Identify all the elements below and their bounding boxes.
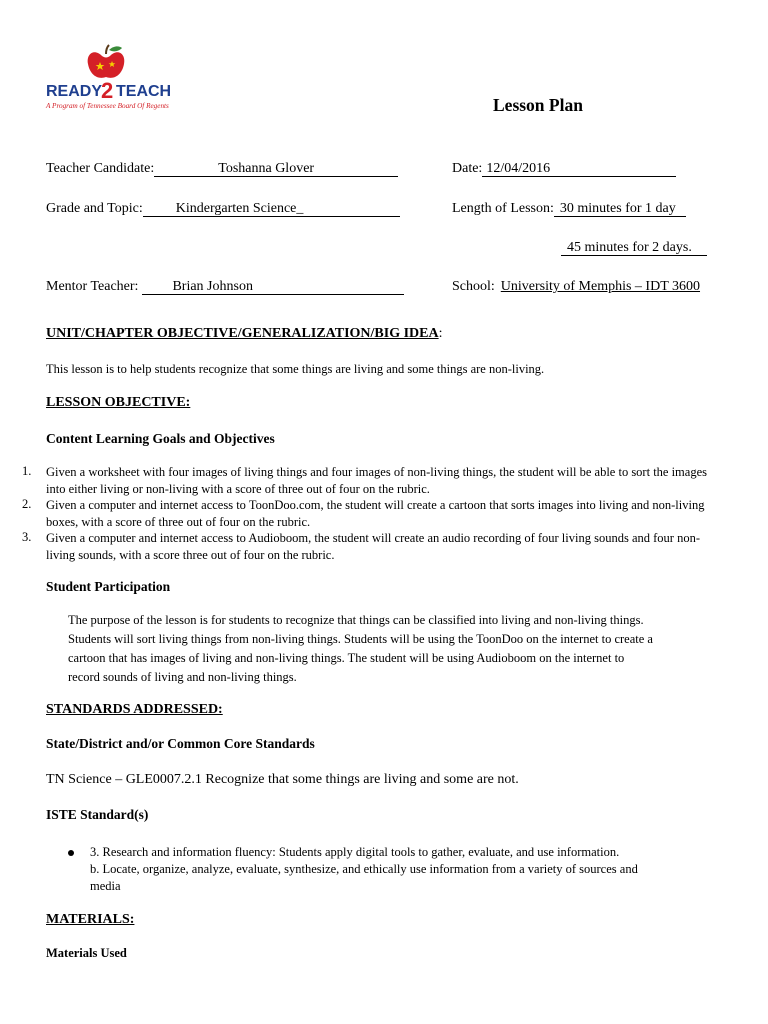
lesson-objective-heading: LESSON OBJECTIVE: xyxy=(46,395,191,410)
objective-2-number: 2. xyxy=(22,497,32,511)
state-standards-subheading: State/District and/or Common Core Standards xyxy=(46,736,315,751)
iste-item-line: 3. Research and information fluency: Students apply digital tools to gather, evaluate, and use information. xyxy=(90,845,620,859)
objective-1-number: 1. xyxy=(22,464,32,478)
mentor-teacher-label: Mentor Teacher: xyxy=(46,279,139,294)
materials-used-subheading: Materials Used xyxy=(46,946,127,960)
grade-topic-field xyxy=(46,201,400,217)
svg-text:2: 2 xyxy=(101,78,114,103)
state-standard-text: TN Science – GLE0007.2.1 Recognize that some things are living and some are not. xyxy=(46,772,519,787)
teacher-candidate-field xyxy=(46,161,398,177)
iste-item-line: b. Locate, organize, analyze, evaluate, synthesize, and ethically use information from a variety of sources and xyxy=(90,862,638,876)
iste-item-line: media xyxy=(90,879,121,893)
participation-line: Students will sort living things from non-living things. Students will be using the ToonDoo on the internet to create a xyxy=(68,632,653,646)
objective-3-number: 3. xyxy=(22,530,32,544)
participation-line: The purpose of the lesson is for students to recognize that things can be classified into living and non-living things. xyxy=(68,613,644,627)
length-of-lesson-line xyxy=(554,201,686,217)
document-title: Lesson Plan xyxy=(493,95,583,115)
participation-line: record sounds of living and non-living things. xyxy=(68,670,297,684)
bullet-icon xyxy=(68,850,74,856)
length-of-lesson-value-1: 30 minutes for 1 day xyxy=(559,201,676,216)
school-field xyxy=(452,279,700,295)
ready2teach-logo xyxy=(44,44,186,114)
unit-objective-heading: UNIT/CHAPTER OBJECTIVE/GENERALIZATION/BIG IDEA xyxy=(46,326,439,341)
unit-objective-text: This lesson is to help students recognize that some things are living and some things are non-living. xyxy=(46,362,545,376)
student-participation-heading: Student Participation xyxy=(46,579,171,594)
svg-text:TEACH: TEACH xyxy=(116,83,172,100)
date-value: 12/04/2016 xyxy=(486,161,551,176)
standards-heading: STANDARDS ADDRESSED: xyxy=(46,702,223,717)
objective-3-text: Given a computer and internet access to Audioboom, the student will create an audio recording of four living sounds and four non-living sounds, with a score three out of four on the rubric. xyxy=(46,531,700,562)
iste-standards-subheading: ISTE Standard(s) xyxy=(46,807,149,822)
school-value: University of Memphis – IDT 3600 xyxy=(500,279,701,294)
length-of-lesson-label: Length of Lesson: xyxy=(452,201,554,216)
mentor-teacher-line xyxy=(142,279,404,295)
teacher-candidate-value: Toshanna Glover xyxy=(218,161,315,176)
grade-topic-label: Grade and Topic: xyxy=(46,201,143,216)
objective-1-text: Given a worksheet with four images of living things and four images of non-living things, the student will be able to sort the images into either living or non-living with a score of three out of four on the rubric. xyxy=(46,465,707,496)
svg-text:READY: READY xyxy=(46,83,103,100)
svg-text:A Program of Tennessee Board O: A Program of Tennessee Board Of Regents xyxy=(46,102,169,110)
teacher-candidate-label: Teacher Candidate: xyxy=(46,161,155,176)
date-field xyxy=(452,161,676,177)
date-line xyxy=(482,161,676,177)
objective-2-text: Given a computer and internet access to ToonDoo.com, the student will create a cartoon that sorts images into living and non-living boxes, with a score of three out of four on the rubric. xyxy=(46,498,705,529)
materials-heading: MATERIALS: xyxy=(46,912,135,927)
content-goals-subheading: Content Learning Goals and Objectives xyxy=(46,431,275,446)
participation-line: cartoon that has images of living and non-living things. The student will be using Audioboom on the internet to xyxy=(68,651,625,665)
apple-logo-icon xyxy=(44,44,186,114)
length-of-lesson-value-2: 45 minutes for 2 days. xyxy=(567,240,692,255)
grade-topic-line xyxy=(143,201,400,217)
grade-topic-value: Kindergarten Science_ xyxy=(175,201,304,216)
length-of-lesson-field xyxy=(452,201,686,217)
teacher-candidate-line xyxy=(154,161,398,177)
unit-objective-heading-row xyxy=(46,326,443,342)
mentor-teacher-value: Brian Johnson xyxy=(172,279,253,294)
unit-objective-colon: : xyxy=(438,326,443,341)
length-of-lesson-line-2 xyxy=(561,240,707,256)
mentor-teacher-field xyxy=(46,279,404,295)
date-label: Date: xyxy=(452,161,483,176)
school-label: School: xyxy=(452,279,495,294)
